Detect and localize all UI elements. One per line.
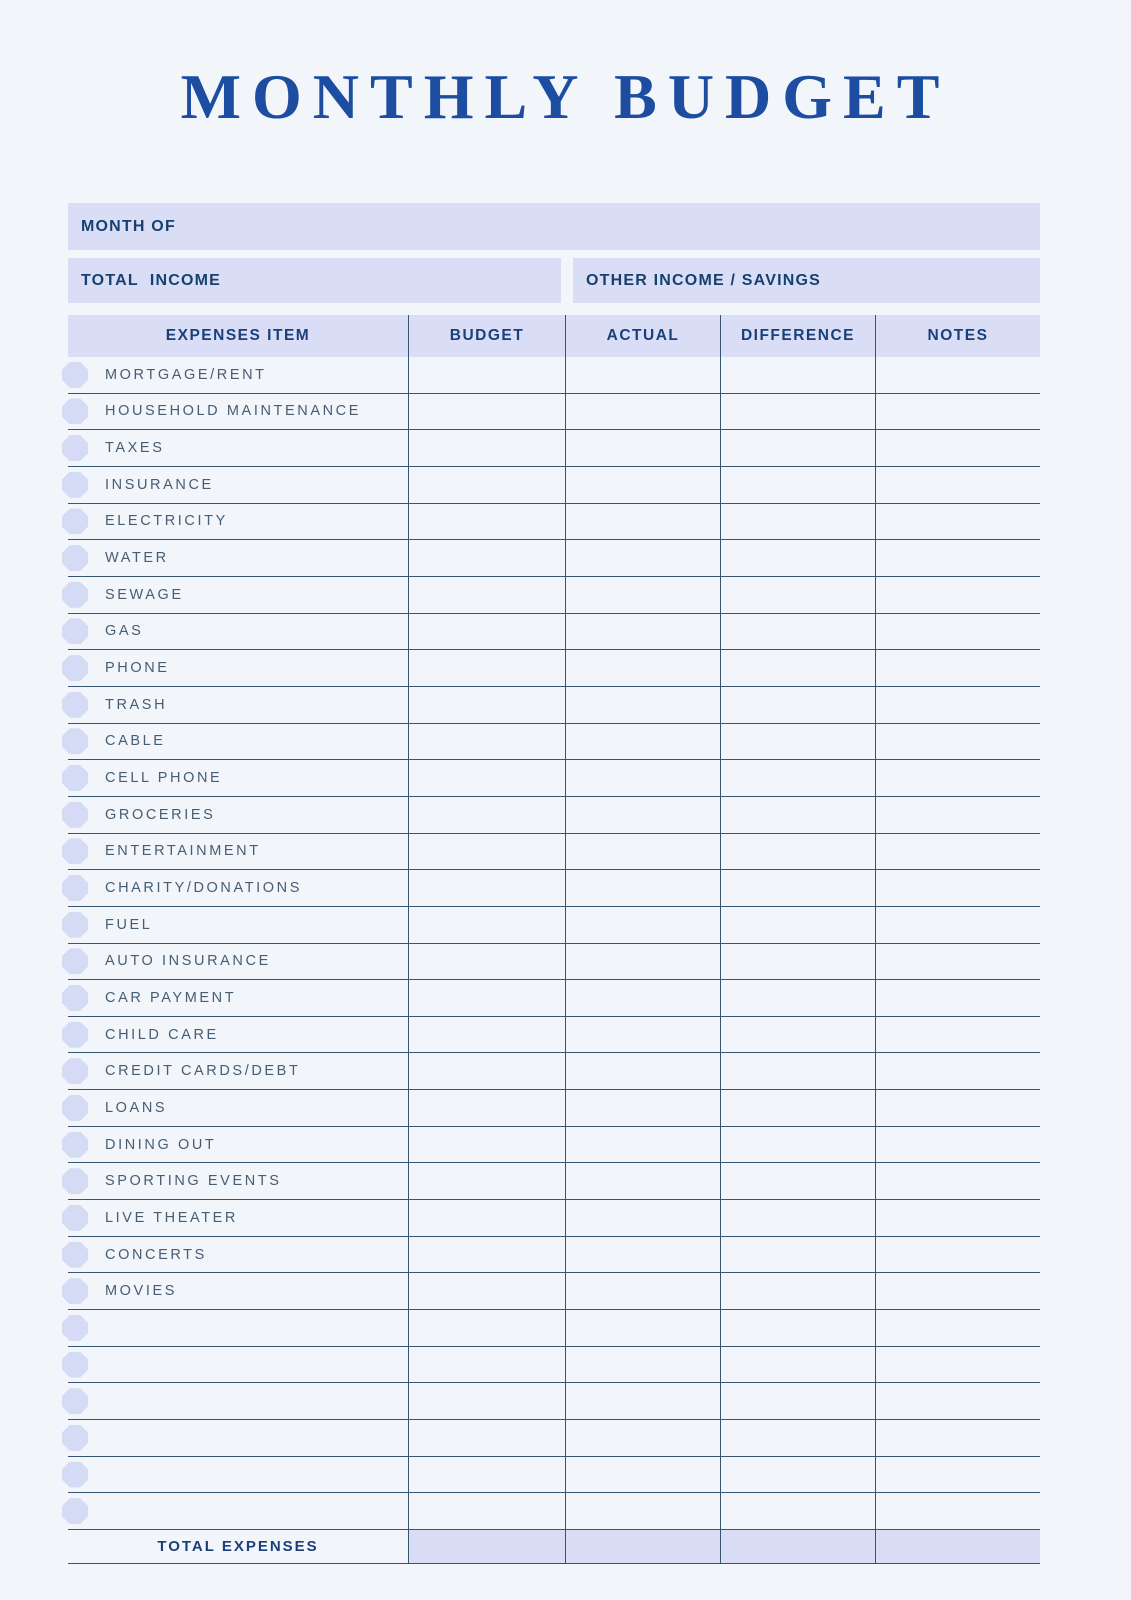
notes-cell[interactable] xyxy=(875,504,1040,540)
total-notes-cell[interactable] xyxy=(875,1530,1040,1563)
octagon-bullet-icon xyxy=(62,1498,88,1524)
difference-cell[interactable] xyxy=(720,504,875,540)
expense-item-cell xyxy=(68,357,408,393)
expense-row xyxy=(68,1127,1040,1164)
month-of-field[interactable] xyxy=(68,203,1040,250)
expense-row xyxy=(68,1017,1040,1054)
actual-cell[interactable] xyxy=(565,724,720,760)
budget-cell[interactable] xyxy=(408,394,565,430)
notes-cell[interactable] xyxy=(875,614,1040,650)
expense-item-cell xyxy=(68,1163,408,1199)
expense-item-cell xyxy=(68,650,408,686)
octagon-bullet-icon xyxy=(62,692,88,718)
expense-item-cell xyxy=(68,577,408,613)
expense-row xyxy=(68,1457,1040,1494)
total-income-label: TOTAL INCOME xyxy=(81,271,222,289)
expense-row xyxy=(68,980,1040,1017)
expense-row xyxy=(68,687,1040,724)
difference-cell[interactable] xyxy=(720,797,875,833)
notes-cell[interactable] xyxy=(875,834,1040,870)
budget-cell[interactable] xyxy=(408,540,565,576)
expense-row xyxy=(68,504,1040,541)
expense-item-label: AUTO INSURANCE xyxy=(105,953,271,970)
budget-cell[interactable] xyxy=(408,1053,565,1089)
budget-cell[interactable] xyxy=(408,1347,565,1383)
difference-cell[interactable] xyxy=(720,540,875,576)
octagon-bullet-icon xyxy=(62,912,88,938)
notes-cell[interactable] xyxy=(875,980,1040,1016)
actual-cell[interactable] xyxy=(565,1127,720,1163)
expense-item-cell xyxy=(68,1053,408,1089)
expense-item-label: TAXES xyxy=(105,440,165,457)
expense-item-label: TRASH xyxy=(105,696,168,713)
expense-row xyxy=(68,614,1040,651)
difference-cell[interactable] xyxy=(720,1347,875,1383)
notes-cell[interactable] xyxy=(875,797,1040,833)
difference-cell[interactable] xyxy=(720,394,875,430)
expense-row xyxy=(68,1347,1040,1384)
actual-cell[interactable] xyxy=(565,430,720,466)
octagon-bullet-icon xyxy=(62,802,88,828)
octagon-bullet-icon xyxy=(62,985,88,1011)
budget-cell[interactable] xyxy=(408,724,565,760)
expense-item-label: HOUSEHOLD MAINTENANCE xyxy=(105,403,362,420)
total-actual-cell[interactable] xyxy=(565,1530,720,1563)
octagon-bullet-icon xyxy=(62,1425,88,1451)
expense-item-cell xyxy=(68,944,408,980)
actual-cell[interactable] xyxy=(565,504,720,540)
octagon-bullet-icon xyxy=(62,1315,88,1341)
notes-cell[interactable] xyxy=(875,1017,1040,1053)
expense-item-cell xyxy=(68,1273,408,1309)
notes-cell[interactable] xyxy=(875,870,1040,906)
expense-item-cell xyxy=(68,1090,408,1126)
expense-item-label: GROCERIES xyxy=(105,806,216,823)
expense-row xyxy=(68,1273,1040,1310)
notes-cell[interactable] xyxy=(875,467,1040,503)
octagon-bullet-icon xyxy=(62,545,88,571)
actual-cell[interactable] xyxy=(565,980,720,1016)
notes-cell[interactable] xyxy=(875,357,1040,393)
expense-item-label: PHONE xyxy=(105,660,170,677)
budget-cell[interactable] xyxy=(408,1163,565,1199)
expense-item-label: SPORTING EVENTS xyxy=(105,1173,282,1190)
expense-item-label: GAS xyxy=(105,623,144,640)
difference-cell[interactable] xyxy=(720,1493,875,1529)
octagon-bullet-icon xyxy=(62,472,88,498)
column-header-actual: ACTUAL xyxy=(565,315,720,357)
expense-row xyxy=(68,907,1040,944)
notes-cell[interactable] xyxy=(875,1493,1040,1529)
actual-cell[interactable] xyxy=(565,907,720,943)
octagon-bullet-icon xyxy=(62,728,88,754)
difference-cell[interactable] xyxy=(720,760,875,796)
expense-item-label: CABLE xyxy=(105,733,166,750)
notes-cell[interactable] xyxy=(875,724,1040,760)
expense-item-label: DINING OUT xyxy=(105,1136,217,1153)
expense-item-cell xyxy=(68,1017,408,1053)
budget-cell[interactable] xyxy=(408,614,565,650)
total-expenses-row xyxy=(68,1530,1040,1564)
notes-cell[interactable] xyxy=(875,1127,1040,1163)
actual-cell[interactable] xyxy=(565,1457,720,1493)
expense-item-label: CHARITY/DONATIONS xyxy=(105,880,302,897)
difference-cell[interactable] xyxy=(720,467,875,503)
actual-cell[interactable] xyxy=(565,357,720,393)
notes-cell[interactable] xyxy=(875,577,1040,613)
actual-cell[interactable] xyxy=(565,797,720,833)
expense-item-label: CREDIT CARDS/DEBT xyxy=(105,1063,301,1080)
actual-cell[interactable] xyxy=(565,834,720,870)
expense-item-label: LOANS xyxy=(105,1099,168,1116)
total-income-field[interactable] xyxy=(68,258,561,303)
expense-item-cell xyxy=(68,504,408,540)
difference-cell[interactable] xyxy=(720,1237,875,1273)
expense-item-cell xyxy=(68,687,408,723)
budget-cell[interactable] xyxy=(408,1200,565,1236)
month-of-label: MONTH OF xyxy=(81,217,176,235)
actual-cell[interactable] xyxy=(565,760,720,796)
expense-row xyxy=(68,467,1040,504)
actual-cell[interactable] xyxy=(565,1053,720,1089)
expense-item-label: CHILD CARE xyxy=(105,1026,219,1043)
budget-cell[interactable] xyxy=(408,760,565,796)
difference-cell[interactable] xyxy=(720,1200,875,1236)
actual-cell[interactable] xyxy=(565,1420,720,1456)
expense-row xyxy=(68,1310,1040,1347)
budget-cell[interactable] xyxy=(408,1383,565,1419)
actual-cell[interactable] xyxy=(565,1383,720,1419)
difference-cell[interactable] xyxy=(720,1017,875,1053)
actual-cell[interactable] xyxy=(565,1017,720,1053)
actual-cell[interactable] xyxy=(565,870,720,906)
octagon-bullet-icon xyxy=(62,655,88,681)
difference-cell[interactable] xyxy=(720,1163,875,1199)
octagon-bullet-icon xyxy=(62,618,88,644)
notes-cell[interactable] xyxy=(875,1200,1040,1236)
column-header-notes: NOTES xyxy=(875,315,1040,357)
difference-cell[interactable] xyxy=(720,650,875,686)
actual-cell[interactable] xyxy=(565,614,720,650)
expense-item-cell xyxy=(68,980,408,1016)
expense-item-cell xyxy=(68,1310,408,1346)
notes-cell[interactable] xyxy=(875,1053,1040,1089)
expense-item-label: CONCERTS xyxy=(105,1246,207,1263)
notes-cell[interactable] xyxy=(875,907,1040,943)
difference-cell[interactable] xyxy=(720,577,875,613)
expense-row xyxy=(68,577,1040,614)
total-expenses-label: TOTAL EXPENSES xyxy=(157,1538,319,1555)
expense-row xyxy=(68,724,1040,761)
actual-cell[interactable] xyxy=(565,467,720,503)
expense-row xyxy=(68,1090,1040,1127)
expense-item-cell xyxy=(68,614,408,650)
budget-cell[interactable] xyxy=(408,834,565,870)
expense-item-label: MOVIES xyxy=(105,1283,177,1300)
octagon-bullet-icon xyxy=(62,765,88,791)
budget-cell[interactable] xyxy=(408,577,565,613)
expense-row xyxy=(68,430,1040,467)
expense-item-cell xyxy=(68,760,408,796)
notes-cell[interactable] xyxy=(875,1273,1040,1309)
other-income-label: OTHER INCOME / SAVINGS xyxy=(586,271,822,289)
budget-cell[interactable] xyxy=(408,1237,565,1273)
octagon-bullet-icon xyxy=(62,362,88,388)
octagon-bullet-icon xyxy=(62,398,88,424)
octagon-bullet-icon xyxy=(62,875,88,901)
expense-row xyxy=(68,650,1040,687)
notes-cell[interactable] xyxy=(875,687,1040,723)
notes-cell[interactable] xyxy=(875,1090,1040,1126)
expense-item-cell xyxy=(68,1457,408,1493)
actual-cell[interactable] xyxy=(565,394,720,430)
expense-item-cell xyxy=(68,907,408,943)
expense-item-label: ENTERTAINMENT xyxy=(105,843,261,860)
budget-cell[interactable] xyxy=(408,1017,565,1053)
expense-row xyxy=(68,1053,1040,1090)
actual-cell[interactable] xyxy=(565,650,720,686)
expense-row xyxy=(68,870,1040,907)
actual-cell[interactable] xyxy=(565,577,720,613)
page-title: MONTHLY BUDGET xyxy=(180,61,951,132)
notes-cell[interactable] xyxy=(875,650,1040,686)
column-header-difference: DIFFERENCE xyxy=(720,315,875,357)
difference-cell[interactable] xyxy=(720,1420,875,1456)
difference-cell[interactable] xyxy=(720,1090,875,1126)
expense-item-cell xyxy=(68,797,408,833)
notes-cell[interactable] xyxy=(875,1457,1040,1493)
notes-cell[interactable] xyxy=(875,760,1040,796)
octagon-bullet-icon xyxy=(62,582,88,608)
expense-item-cell xyxy=(68,834,408,870)
budget-cell[interactable] xyxy=(408,1420,565,1456)
total-difference-cell[interactable] xyxy=(720,1530,875,1563)
notes-cell[interactable] xyxy=(875,430,1040,466)
expense-row xyxy=(68,1493,1040,1530)
octagon-bullet-icon xyxy=(62,1462,88,1488)
difference-cell[interactable] xyxy=(720,834,875,870)
octagon-bullet-icon xyxy=(62,1095,88,1121)
expense-item-cell xyxy=(68,1420,408,1456)
expense-item-cell xyxy=(68,1347,408,1383)
expense-row xyxy=(68,1420,1040,1457)
notes-cell[interactable] xyxy=(875,1420,1040,1456)
octagon-bullet-icon xyxy=(62,435,88,461)
expense-item-cell xyxy=(68,1237,408,1273)
actual-cell[interactable] xyxy=(565,1163,720,1199)
octagon-bullet-icon xyxy=(62,1168,88,1194)
expense-item-cell xyxy=(68,540,408,576)
expense-item-label: CELL PHONE xyxy=(105,770,223,787)
difference-cell[interactable] xyxy=(720,944,875,980)
difference-cell[interactable] xyxy=(720,907,875,943)
budget-cell[interactable] xyxy=(408,467,565,503)
total-budget-cell[interactable] xyxy=(408,1530,565,1563)
budget-cell[interactable] xyxy=(408,980,565,1016)
actual-cell[interactable] xyxy=(565,1310,720,1346)
expense-item-label: CAR PAYMENT xyxy=(105,989,237,1006)
budget-cell[interactable] xyxy=(408,357,565,393)
expense-item-cell xyxy=(68,1493,408,1529)
expense-item-label: ELECTRICITY xyxy=(105,513,228,530)
expense-row xyxy=(68,1383,1040,1420)
budget-cell[interactable] xyxy=(408,797,565,833)
budget-cell[interactable] xyxy=(408,1127,565,1163)
difference-cell[interactable] xyxy=(720,980,875,1016)
expense-item-cell xyxy=(68,467,408,503)
difference-cell[interactable] xyxy=(720,1127,875,1163)
octagon-bullet-icon xyxy=(62,1278,88,1304)
budget-cell[interactable] xyxy=(408,504,565,540)
actual-cell[interactable] xyxy=(565,1200,720,1236)
budget-cell[interactable] xyxy=(408,907,565,943)
actual-cell[interactable] xyxy=(565,1273,720,1309)
expense-row xyxy=(68,1200,1040,1237)
octagon-bullet-icon xyxy=(62,1058,88,1084)
expense-item-cell xyxy=(68,394,408,430)
budget-cell[interactable] xyxy=(408,870,565,906)
octagon-bullet-icon xyxy=(62,1352,88,1378)
difference-cell[interactable] xyxy=(720,870,875,906)
notes-cell[interactable] xyxy=(875,1310,1040,1346)
expense-row xyxy=(68,540,1040,577)
notes-cell[interactable] xyxy=(875,540,1040,576)
expense-row xyxy=(68,944,1040,981)
actual-cell[interactable] xyxy=(565,944,720,980)
notes-cell[interactable] xyxy=(875,944,1040,980)
expense-row xyxy=(68,797,1040,834)
expense-item-label: LIVE THEATER xyxy=(105,1209,238,1226)
budget-cell[interactable] xyxy=(408,687,565,723)
budget-cell[interactable] xyxy=(408,944,565,980)
other-income-field[interactable] xyxy=(573,258,1040,303)
octagon-bullet-icon xyxy=(62,1205,88,1231)
table-body xyxy=(68,357,1040,1530)
expense-item-label: WATER xyxy=(105,550,169,567)
difference-cell[interactable] xyxy=(720,1457,875,1493)
difference-cell[interactable] xyxy=(720,614,875,650)
expense-item-cell xyxy=(68,724,408,760)
expense-item-cell xyxy=(68,430,408,466)
expense-row xyxy=(68,1237,1040,1274)
budget-cell[interactable] xyxy=(408,430,565,466)
notes-cell[interactable] xyxy=(875,394,1040,430)
expense-item-label: MORTGAGE/RENT xyxy=(105,366,267,383)
notes-cell[interactable] xyxy=(875,1163,1040,1199)
expense-item-cell xyxy=(68,1200,408,1236)
octagon-bullet-icon xyxy=(62,1132,88,1158)
difference-cell[interactable] xyxy=(720,1310,875,1346)
octagon-bullet-icon xyxy=(62,508,88,534)
difference-cell[interactable] xyxy=(720,357,875,393)
octagon-bullet-icon xyxy=(62,1388,88,1414)
difference-cell[interactable] xyxy=(720,430,875,466)
actual-cell[interactable] xyxy=(565,540,720,576)
difference-cell[interactable] xyxy=(720,687,875,723)
budget-cell[interactable] xyxy=(408,1090,565,1126)
difference-cell[interactable] xyxy=(720,1383,875,1419)
expense-item-label: INSURANCE xyxy=(105,476,214,493)
budget-cell[interactable] xyxy=(408,1457,565,1493)
table-header-row xyxy=(68,315,1040,357)
expense-row xyxy=(68,1163,1040,1200)
actual-cell[interactable] xyxy=(565,1237,720,1273)
expense-item-label: FUEL xyxy=(105,916,153,933)
notes-cell[interactable] xyxy=(875,1383,1040,1419)
notes-cell[interactable] xyxy=(875,1347,1040,1383)
difference-cell[interactable] xyxy=(720,1053,875,1089)
difference-cell[interactable] xyxy=(720,1273,875,1309)
actual-cell[interactable] xyxy=(565,1347,720,1383)
octagon-bullet-icon xyxy=(62,1242,88,1268)
octagon-bullet-icon xyxy=(62,948,88,974)
actual-cell[interactable] xyxy=(565,687,720,723)
expense-row xyxy=(68,834,1040,871)
budget-cell[interactable] xyxy=(408,1493,565,1529)
column-header-budget: BUDGET xyxy=(408,315,565,357)
expense-row xyxy=(68,394,1040,431)
column-header-expenses-item: EXPENSES ITEM xyxy=(165,327,311,344)
budget-cell[interactable] xyxy=(408,1310,565,1346)
expense-item-cell xyxy=(68,1127,408,1163)
actual-cell[interactable] xyxy=(565,1090,720,1126)
budget-cell[interactable] xyxy=(408,1273,565,1309)
actual-cell[interactable] xyxy=(565,1493,720,1529)
octagon-bullet-icon xyxy=(62,1022,88,1048)
budget-cell[interactable] xyxy=(408,650,565,686)
expenses-table xyxy=(68,315,1040,1564)
expense-row xyxy=(68,357,1040,394)
notes-cell[interactable] xyxy=(875,1237,1040,1273)
expense-item-cell xyxy=(68,870,408,906)
difference-cell[interactable] xyxy=(720,724,875,760)
expense-row xyxy=(68,760,1040,797)
expense-item-label: SEWAGE xyxy=(105,586,184,603)
octagon-bullet-icon xyxy=(62,838,88,864)
expense-item-cell xyxy=(68,1383,408,1419)
